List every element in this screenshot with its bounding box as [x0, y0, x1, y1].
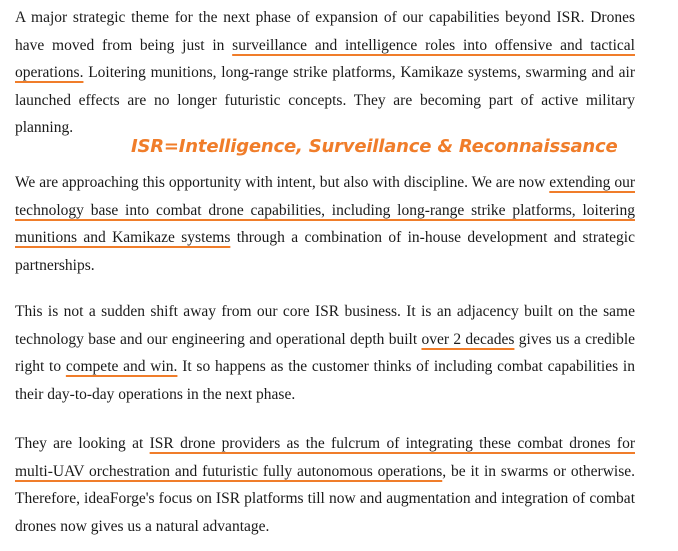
p3-underlined-phrase-1: over 2 decades [421, 330, 515, 348]
isr-annotation: ISR=Intelligence, Surveillance & Reconnaissance [131, 136, 618, 157]
p3-text-1: This is not a sudden shift away from our core ISR business. It is an adjacency built on the same technology base and our engineering and operational depth built [15, 303, 635, 348]
p3-text-3: It so happens as the customer thinks of including combat capabilities in their day-to-day operations in the next phase. [15, 358, 635, 403]
p1-text-1: A major strategic theme for the next phase of expansion of our capabilities beyond ISR. Drones have moved from being just in [15, 9, 635, 54]
p2-underlined-phrase: extending our technology base into combat drone capabilities, including long-range strike platforms, loitering munitions and Kamikaze systems [15, 174, 635, 247]
p3-text-2: gives us a credible right to [15, 330, 636, 376]
paragraph-3 [15, 298, 635, 408]
paragraph-2 [15, 169, 635, 279]
p4-text-2: , be it in swarms or otherwise. Therefore, ideaForge's focus on ISR platforms till now and augmentation and integration of combat drones now gives us a natural advantage. [15, 462, 636, 535]
p2-text-1: We are approaching this opportunity with intent, but also with discipline. We are now [15, 174, 550, 191]
p4-underlined-phrase: ISR drone providers as the fulcrum of integrating these combat drones for multi-UAV orchestration and futuristic fully autonomous operations [15, 435, 635, 480]
p4-text-1: They are looking at [15, 435, 150, 452]
p2-text-2: through a combination of in-house development and strategic partnerships. [15, 229, 635, 274]
p3-underlined-phrase-2: compete and win. [65, 358, 178, 376]
paragraph-4 [15, 430, 635, 540]
paragraph-1 [15, 4, 635, 142]
p1-underlined-phrase: surveillance and intelligence roles into offensive and tactical operations. [15, 36, 635, 82]
p1-text-2: Loitering munitions, long-range strike platforms, Kamikaze systems, swarming and air launched effects are no longer futuristic concepts. They are becoming part of active military planning. [15, 64, 635, 137]
